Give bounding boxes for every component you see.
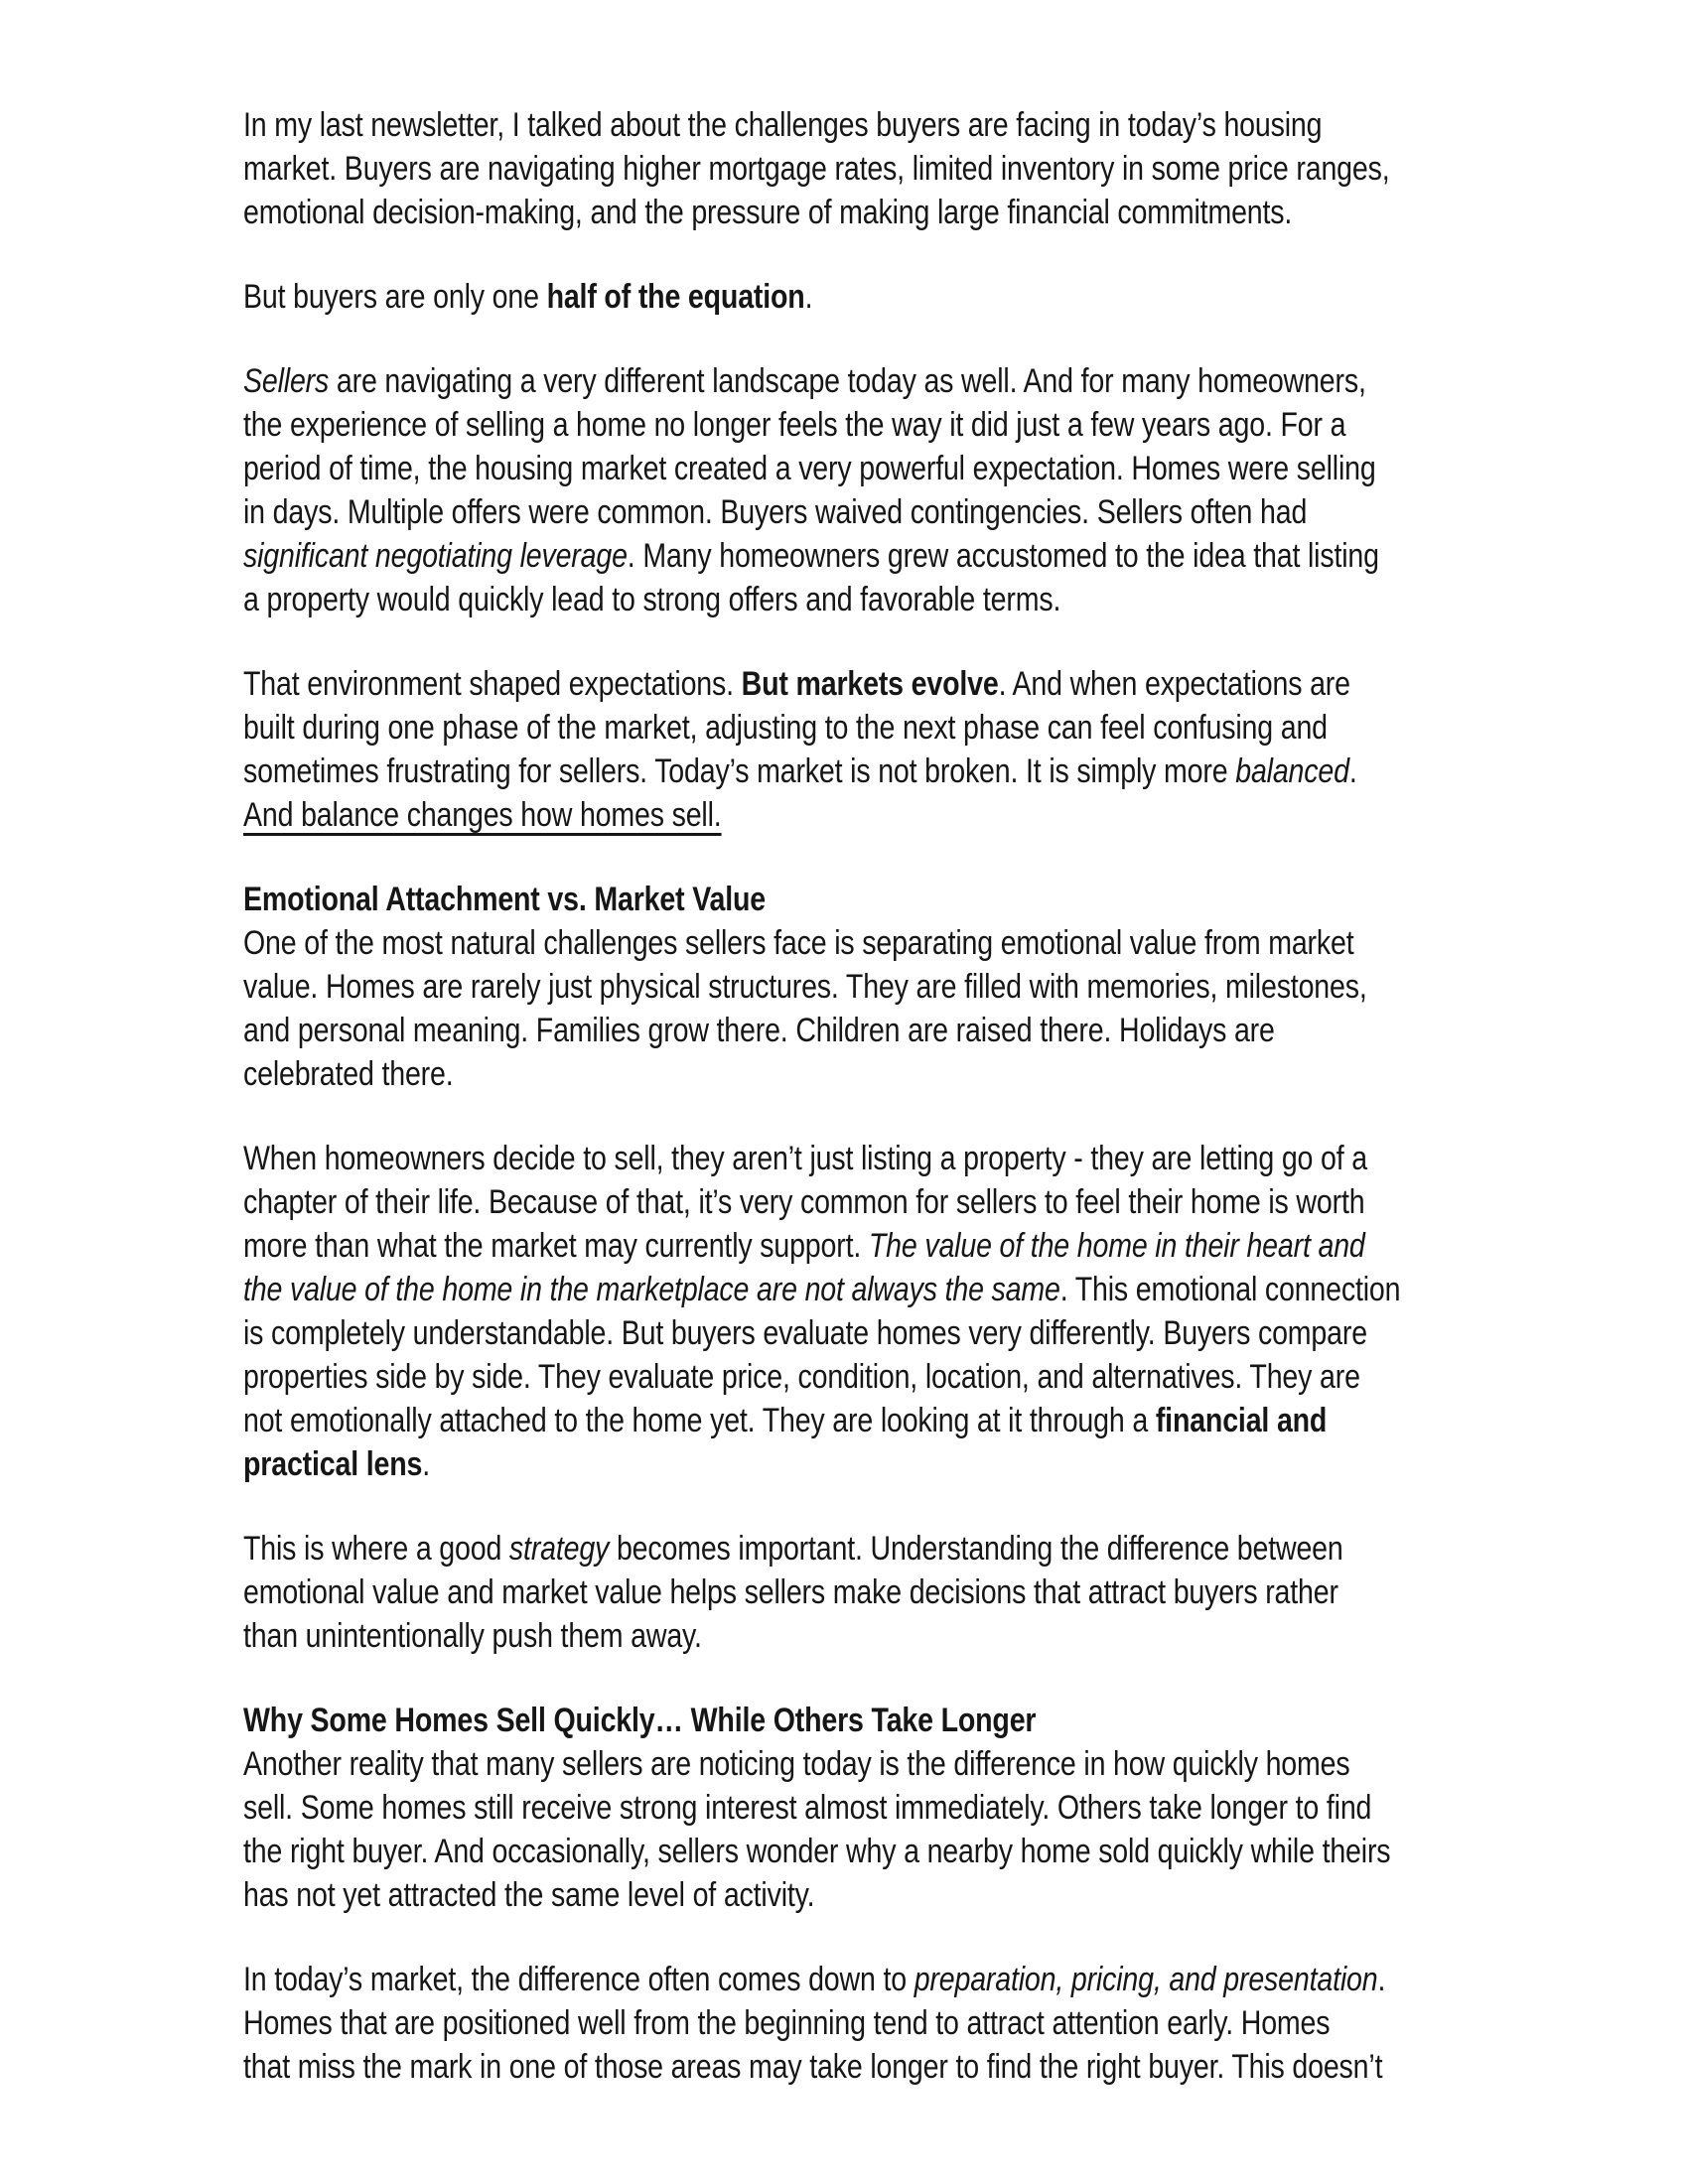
text-run: more than what the market may currently support. [243,1227,869,1265]
paragraph [243,359,1661,621]
text-run: chapter of their life. Because of that, it’s very common for sellers to feel their home is worth [243,1183,1365,1221]
text-run: But buyers are only one [243,278,547,316]
text-run: . [422,1445,430,1483]
text-run: One of the most natural challenges sellers face is separating emotional value from market [243,924,1354,962]
text-run: becomes important. Understanding the difference between [609,1530,1343,1568]
text-run: . This emotional connection [1059,1271,1401,1308]
text-run: That environment shaped expectations. [243,665,742,703]
text-run: In my last newsletter, I talked about the challenges buyers are facing in today’s housing [243,106,1323,144]
bold-text-run: half of the equation [546,278,805,316]
bold-text-run: But markets evolve [741,665,999,703]
text-run: period of time, the housing market created a very powerful expectation. Homes were selling [243,450,1376,487]
bold-text-run: practical lens [243,1445,423,1483]
text-run: value. Homes are rarely just physical structures. They are filled with memories, milestones, [243,968,1367,1006]
paragraph [243,1527,1661,1658]
italic-text-run: significant negotiating leverage [243,537,628,575]
italic-text-run: strategy [508,1530,610,1568]
italic-text-run: Sellers [243,362,330,400]
text-run: Homes that are positioned well from the beginning tend to attract attention early. Homes [243,2004,1331,2042]
text-run: a property would quickly lead to strong offers and favorable terms. [243,581,1061,618]
section-heading [243,1699,1661,1742]
bold-text-run: financial and [1155,1402,1328,1439]
text-run: are navigating a very different landscape today as well. And for many homeowners, [329,362,1366,400]
text-run: . And when expectations are [998,665,1350,703]
text-run: . Many homeowners grew accustomed to the idea that listing [627,537,1379,575]
text-run: celebrated there. [243,1055,454,1093]
paragraph [243,103,1661,234]
italic-text-run: The value of the home in their heart and [868,1227,1365,1265]
italic-text-run: the value of the home in the marketplace are not always the same [243,1271,1060,1308]
text-run: sometimes frustrating for sellers. Today’s market is not broken. It is simply more [243,752,1236,790]
text-run: Emotional Attachment vs. Market Value [243,881,766,918]
text-run: market. Buyers are navigating higher mortgage rates, limited inventory in some price ranges, [243,150,1390,188]
text-run: . [1377,1961,1386,1998]
paragraph [243,275,1661,319]
section-heading [243,878,1661,921]
text-run: When homeowners decide to sell, they aren’t just listing a property - they are letting go of a [243,1140,1367,1177]
paragraph [243,1958,1661,2089]
text-run: the right buyer. And occasionally, sellers wonder why a nearby home sold quickly while theirs [243,1833,1391,1870]
text-run: the experience of selling a home no longer feels the way it did just a few years ago. For a [243,406,1346,444]
paragraph [243,1137,1661,1486]
italic-text-run: preparation, pricing, and presentation [914,1961,1378,1998]
text-run: . [804,278,813,316]
text-run: that miss the mark in one of those areas may take longer to find the right buyer. This doesn’t [243,2048,1383,2086]
text-run: than unintentionally push them away. [243,1617,702,1655]
text-run: built during one phase of the market, adjusting to the next phase can feel confusing and [243,709,1328,747]
text-run: and personal meaning. Families grow there. Children are raised there. Holidays are [243,1012,1275,1049]
document-body [243,103,1661,2129]
text-run: . [1348,752,1357,790]
text-run: Another reality that many sellers are noticing today is the difference in how quickly homes [243,1745,1350,1783]
text-run: is completely understandable. But buyers evaluate homes very differently. Buyers compare [243,1314,1367,1352]
text-run: In today’s market, the difference often comes down to [243,1961,914,1998]
text-run: This is where a good [243,1530,509,1568]
underline-text-run: And balance changes how homes sell. [243,796,722,834]
text-run: properties side by side. They evaluate price, condition, location, and alternatives. They are [243,1358,1360,1396]
paragraph [243,1742,1661,1917]
text-run: in days. Multiple offers were common. Buyers waived contingencies. Sellers often had [243,493,1308,531]
paragraph [243,921,1661,1096]
italic-text-run: balanced [1235,752,1349,790]
text-run: not emotionally attached to the home yet. They are looking at it through a [243,1402,1156,1439]
text-run: emotional decision-making, and the pressure of making large financial commitments. [243,194,1293,231]
text-run: sell. Some homes still receive strong interest almost immediately. Others take longer to find [243,1789,1372,1827]
text-run: has not yet attracted the same level of activity. [243,1876,815,1914]
text-run: Why Some Homes Sell Quickly… While Others Take Longer [243,1702,1037,1739]
text-run: emotional value and market value helps sellers make decisions that attract buyers rather [243,1573,1338,1611]
paragraph [243,662,1661,837]
